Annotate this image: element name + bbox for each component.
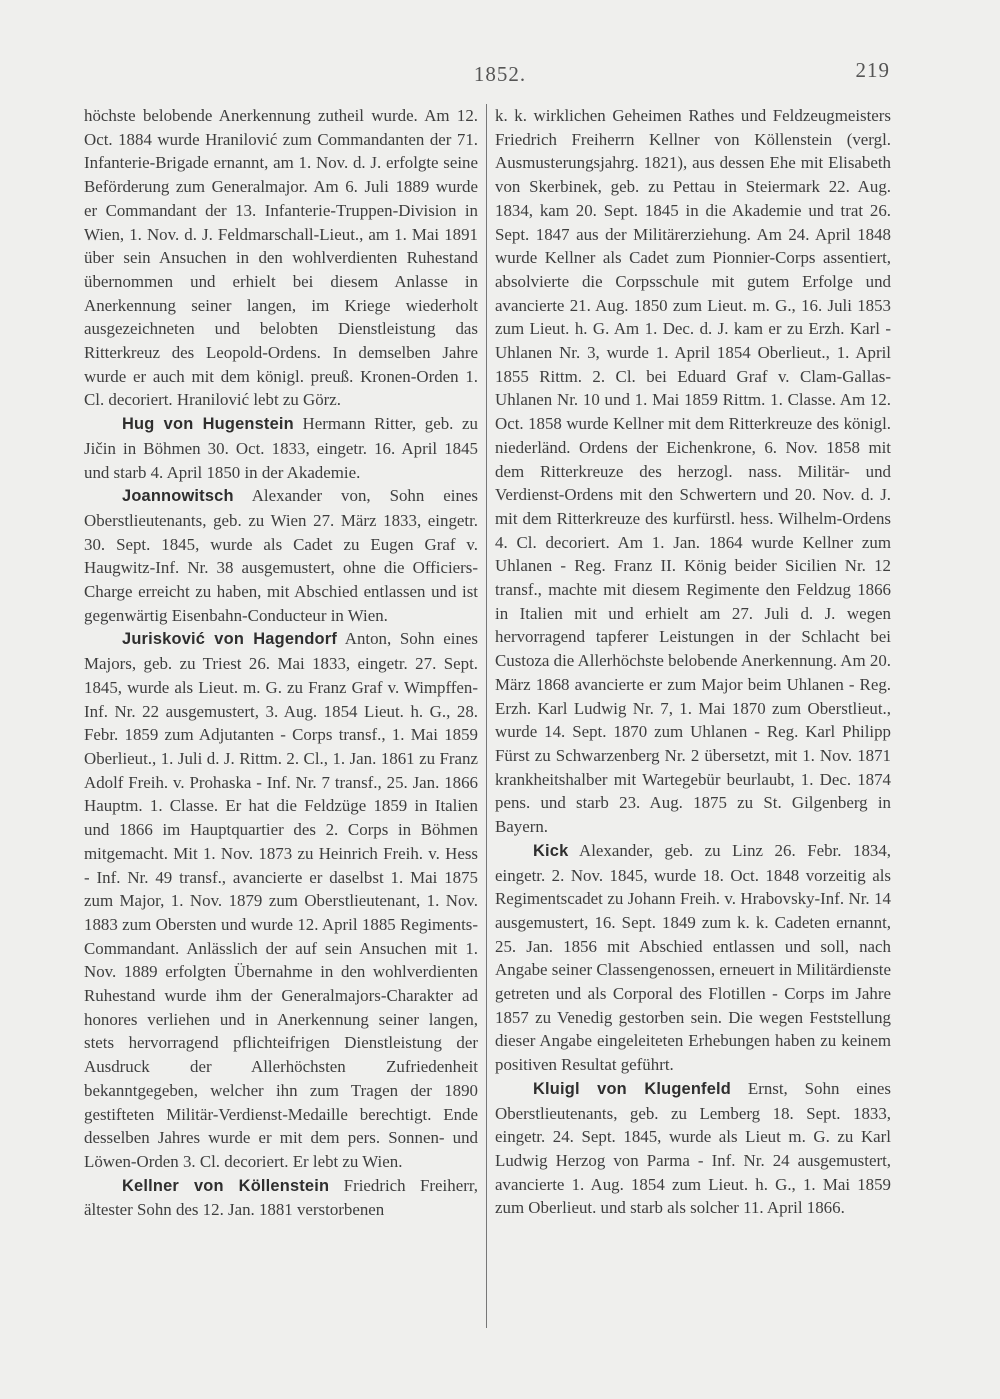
entry-juriskovic-von-hagendorf [84, 627, 478, 1173]
right-column [495, 104, 891, 1220]
entry-kellner-von-koellenstein [84, 1174, 478, 1222]
entry-name: Kick [533, 841, 569, 860]
entry-text: Friedrich Freiherr, ältester Sohn des 12. Jan. 1881 verstorbenen [84, 1175, 478, 1220]
entry-name: Hug von Hugenstein [122, 415, 294, 434]
entry-hug-von-hugenstein [84, 412, 478, 484]
entry-kick [495, 839, 891, 1077]
left-column [84, 104, 478, 1222]
entry-text: Hermann Ritter, geb. zu Jičin in Böhmen 30. Oct. 1833, eingetr. 16. April 1845 und starb 4. April 1850 in der Akademie. [84, 414, 478, 482]
continuation-paragraph: k. k. wirklichen Geheimen Rathes und Feldzeugmeisters Friedrich Freiherrn Kellner von Köllenstein (vergl. Ausmusterungsjahrg. 1821), aus dessen Ehe mit Elisabeth von Skerbinek, geb. zu Pettau in Steiermark 22. Aug. 1834, kam 20. Sept. 1845 in die Akademie und trat 26. Sept. 1847 aus der Militärerziehung. Am 24. April 1848 wurde Kellner als Cadet zum Pionnier-Corps assentiert, absolvierte die Corpsschule mit gutem Erfolge und avancierte 21. Aug. 1850 zum Lieut. m. G., 16. Juli 1853 zum Lieut. h. G. Am 1. Dec. d. J. kam er zu Erzh. Karl - Uhlanen Nr. 3, wurde 1. April 1854 Oberlieut., 1. April 1855 Rittm. 2. Cl. bei Eduard Graf v. Clam-Gallas-Uhlanen Nr. 10 und 1. Mai 1859 Rittm. 1. Classe. Am 12. Oct. 1858 wurde Kellner mit dem Ritterkreuze des königl. niederländ. Ordens der Eichenkrone, 6. Nov. 1858 mit dem Ritterkreuze des herzogl. nass. Militär- und Verdienst-Ordens mit den Schwertern und 20. Nov. d. J. mit dem Ritterkreuze des kurfürstl. hess. Wilhelm-Ordens 4. Cl. decoriert. Am 1. Jan. 1864 wurde Kellner zum Uhlanen - Reg. Franz II. König beider Sicilien Nr. 12 transf., machte mit diesem Regimente den Feldzug 1866 in Italien mit und erhielt am 27. Juli d. J. wegen hervorragend tapferer Leistungen in der Schlacht bei Custoza die Allerhöchste belobende Anerkennung. Am 20. März 1868 avancierte er zum Major beim Uhlanen - Reg. Erzh. Karl Ludwig Nr. 7, 1. Mai 1870 zum Oberstlieut., wurde 14. Sept. 1870 zum Uhlanen - Reg. Karl Philipp Fürst zu Schwarzenberg Nr. 2 übersetzt, mit 1. Nov. 1871 krankheitshalber mit Wartegebür beurlaubt, 1. Dec. 1874 pens. und starb 23. Aug. 1875 zu St. Gilgenberg in Bayern. [495, 106, 891, 837]
entry-text: Ernst, Sohn eines Oberstlieutenants, geb. zu Lemberg 18. Sept. 1833, eingetr. 24. Sept. 1845, wurde als Lieut m. G. zu Karl Ludwig Herzog von Parma - Inf. Nr. 24 ausgemustert, avancierte 1. Aug. 1854 zum Lieut. h. G., 1. Mai 1859 zum Oberlieut. und starb als solcher 11. April 1866. [495, 1078, 891, 1218]
entry-name: Jurisković von Hagendorf [122, 630, 338, 649]
entry-text: Alexander von, Sohn eines Oberstlieutenants, geb. zu Wien 27. März 1833, eingetr. 30. Sept. 1845, wurde als Cadet zu Eugen Graf v. Haugwitz-Inf. Nr. 38 ausgemustert, ohne die Officiers-Charge erreicht zu haben, mit Abschied entlassen und ist gegenwärtig Eisenbahn-Conducteur in Wien. [84, 486, 478, 625]
entry-joannowitsch [84, 484, 478, 627]
entry-name: Joannowitsch [122, 487, 234, 506]
column-divider [486, 104, 487, 1328]
page-number: 219 [855, 58, 890, 82]
entry-name: Kluigl von Klugenfeld [533, 1079, 731, 1098]
entry-text: Anton, Sohn eines Majors, geb. zu Triest 26. Mai 1833, eingetr. 27. Sept. 1845, wurde als Lieut. m. G. zu Franz Graf v. Wimpffen-Inf. Nr. 22 ausgemustert, 3. Aug. 1854 Lieut. h. G., 28. Febr. 1859 zum Adjutanten - Corps transf., 1. Mai 1859 Oberlieut., 1. Juli d. J. Rittm. 2. Cl., 1. Jan. 1861 zu Franz Adolf Freih. v. Prohaska - Inf. Nr. 7 transf., 25. Jan. 1866 Hauptm. 1. Classe. Er hat die Feldzüge 1859 in Italien und 1866 im Hauptquartier des 2. Corps in Böhmen mitgemacht. Mit 1. Nov. 1873 zu Heinrich Freih. v. Hess - Inf. Nr. 49 transf., avancierte er daselbst 1. Mai 1875 zum Major, 1. Nov. 1879 zum Oberstlieutenant, 1. Nov. 1883 zum Obersten und wurde 12. April 1885 Regiments-Commandant. Anlässlich der auf sein Ansuchen mit 1. Nov. 1889 erfolgten Übernahme in den wohlverdienten Ruhestand wurde ihm der Generalmajors-Charakter ad honores verliehen und in Anerkennung seiner langen, stets hervorragend pflichteifrigen Dienstleistung der Ausdruck der Allerhöchsten Zufriedenheit bekanntgegeben, welcher ihn zum Tragen der 1890 gestifteten Militär-Verdienst-Medaille berechtigt. Ende desselben Jahres wurde er mit dem pers. Sonnen- und Löwen-Orden 3. Cl. decoriert. Er lebt zu Wien. [84, 629, 479, 1171]
entry-kluigl-von-klugenfeld [495, 1077, 891, 1220]
continuation-paragraph: höchste belobende Anerkennung zutheil wurde. Am 12. Oct. 1884 wurde Hranilović zum Commandanten der 71. Infanterie-Brigade ernannt, am 1. Nov. d. J. erfolgte seine Beförderung zum Generalmajor. Am 6. Juli 1889 wurde er Commandant der 13. Infanterie-Truppen-Division in Wien, 1. Nov. d. J. Feldmarschall-Lieut., am 1. Mai 1891 über sein Ansuchen in den wohlverdienten Ruhestand übernommen und erhielt bei diesem Anlasse in Anerkennung seiner langen, im Kriege wiederholt ausgezeichneten und belobten Dienstleistung das Ritterkreuz des Leopold-Ordens. In demselben Jahre wurde er auch mit dem königl. preuß. Kronen-Orden 1. Cl. decoriert. Hranilović lebt zu Görz. [84, 106, 478, 410]
entry-text: Alexander, geb. zu Linz 26. Febr. 1834, eingetr. 2. Nov. 1845, wurde 18. Oct. 1848 vorzeitig als Regimentscadet zu Johann Freih. v. Hrabovsky-Inf. Nr. 14 ausgemustert, 16. Sept. 1849 zum k. k. Cadeten ernannt, 25. Jan. 1856 mit Abschied entlassen und soll, nach Angabe seiner Classengenossen, erneuert in Militärdienste getreten und als Corporal des Flotillen - Corps im Jahre 1857 zu Venedig gestorben sein. Die wegen Feststellung dieser Angabe eingeleiteten Erhebungen haben zu keinem positiven Resultat geführt. [495, 840, 891, 1075]
running-head-year: 1852. [473, 62, 527, 86]
entry-name: Kellner von Köllenstein [122, 1176, 330, 1195]
